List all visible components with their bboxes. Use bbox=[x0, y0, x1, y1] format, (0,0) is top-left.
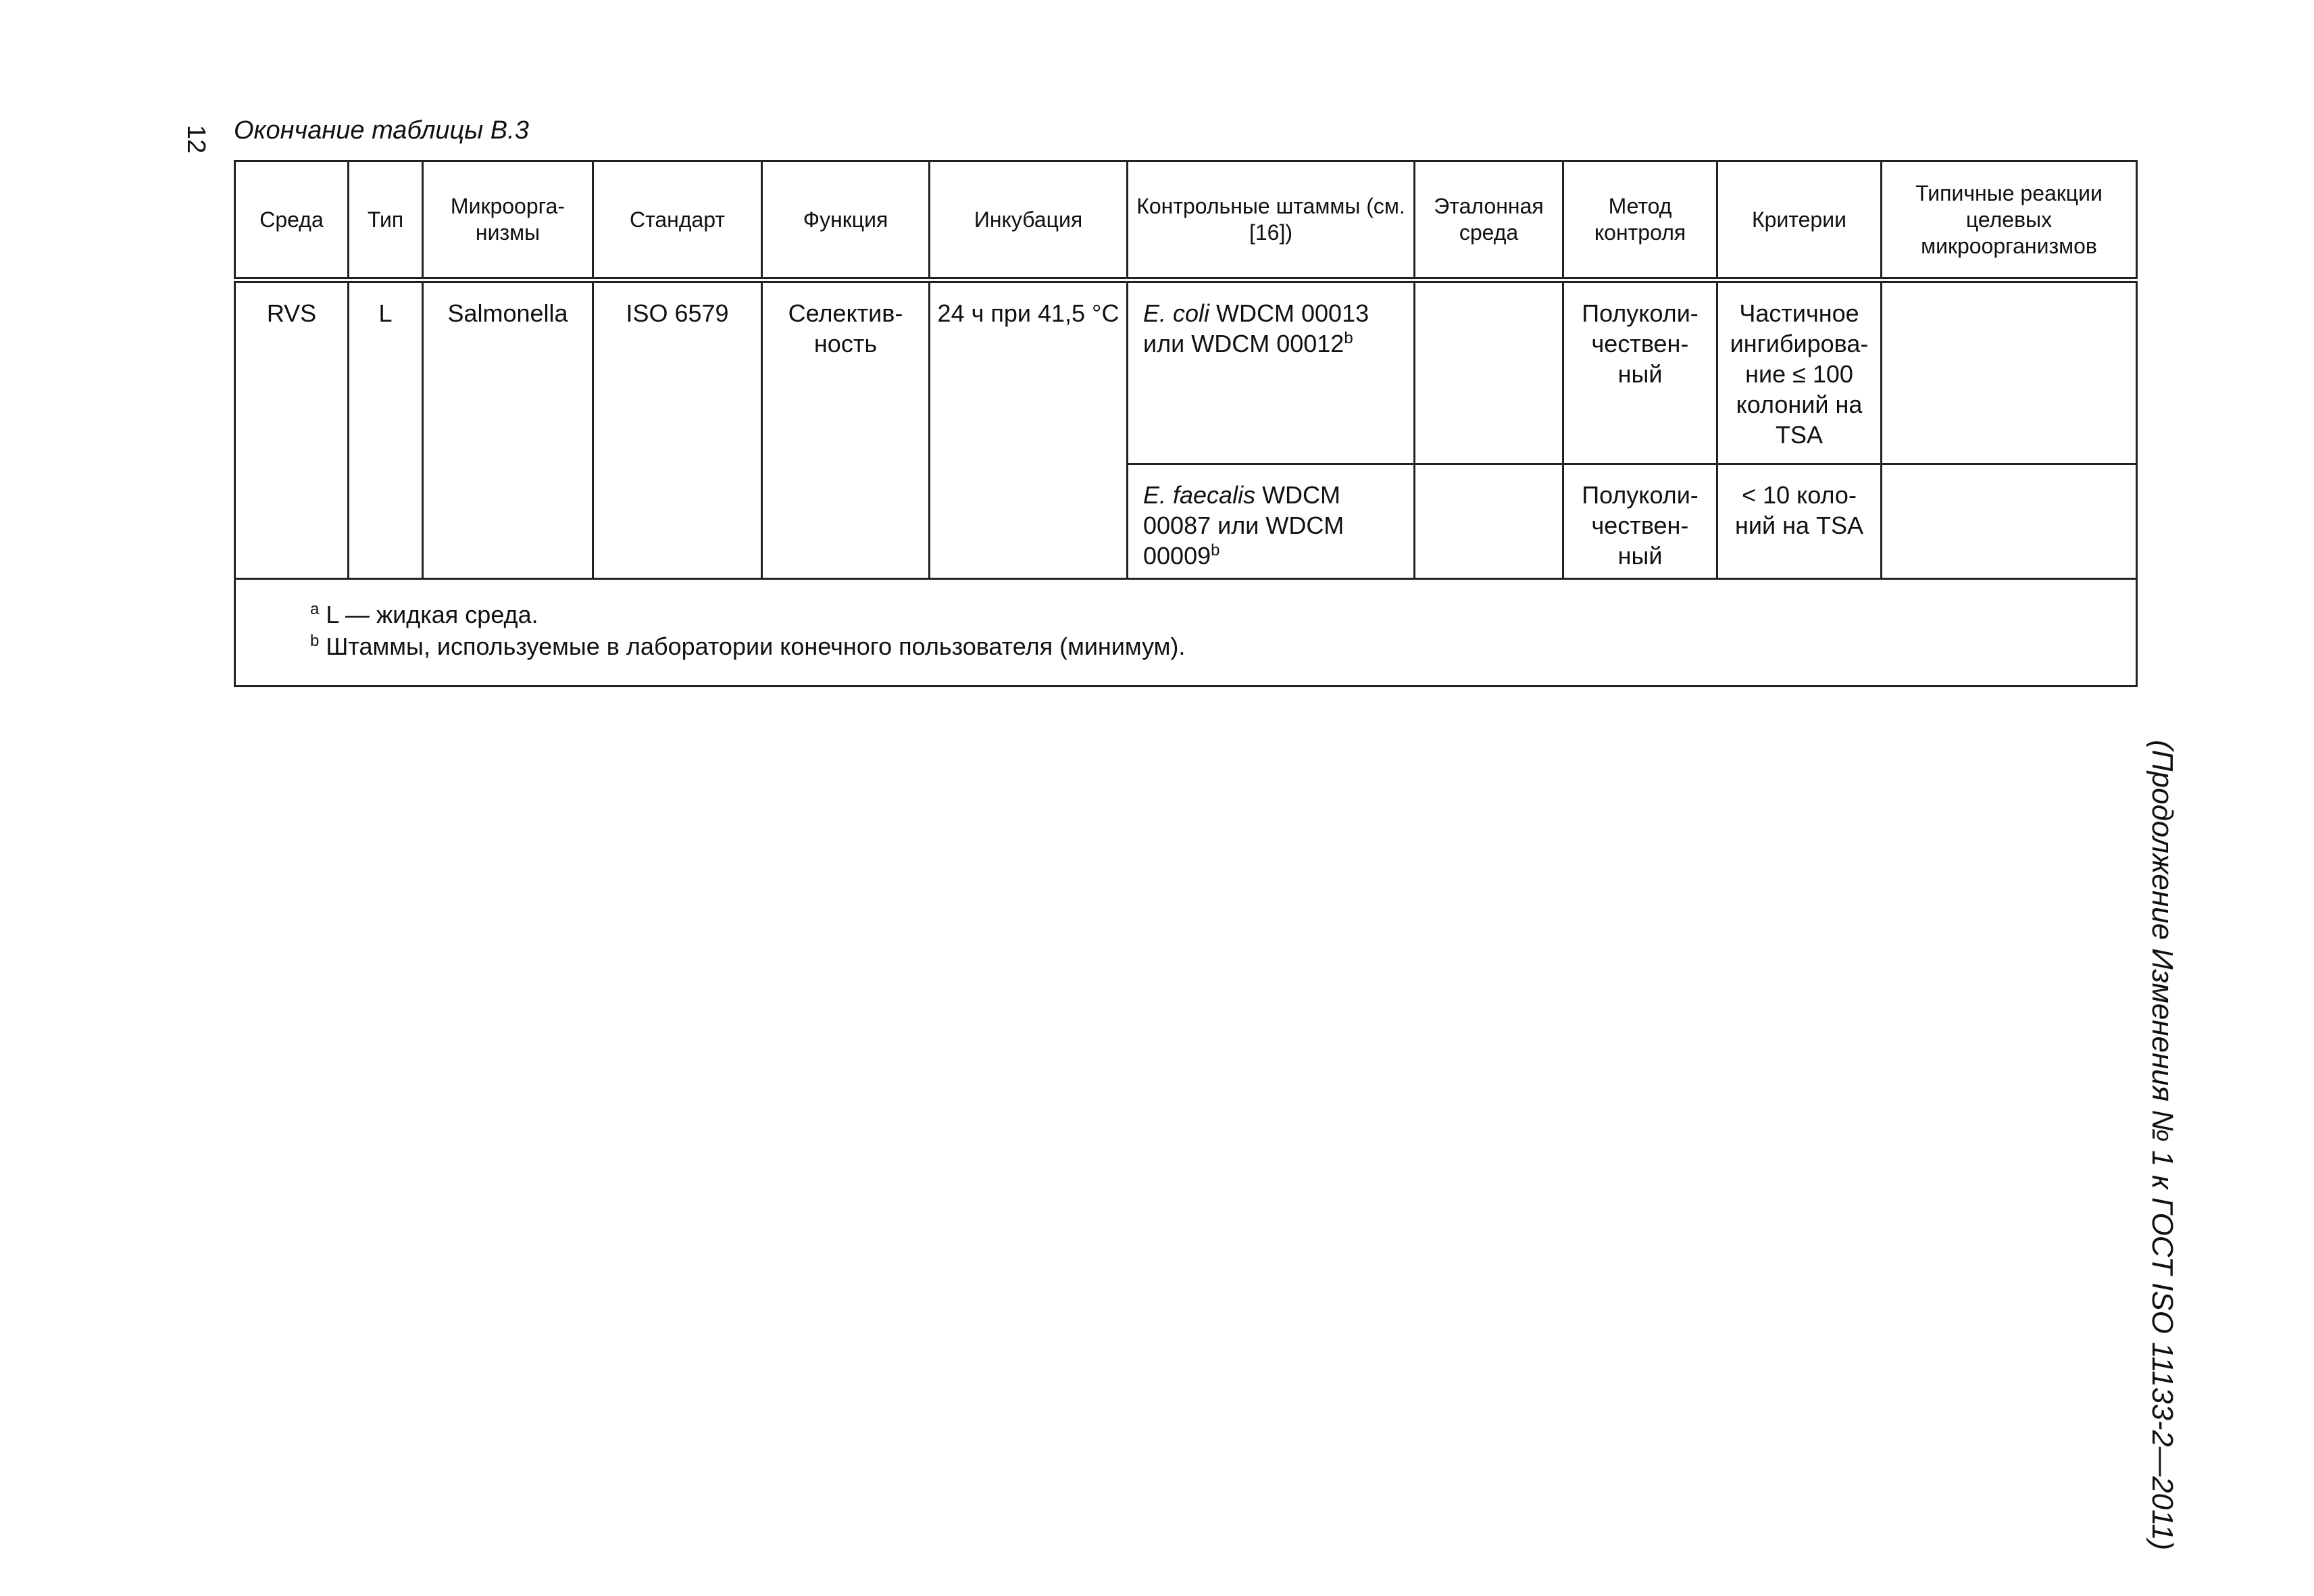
footnote-ref: b bbox=[1344, 329, 1353, 347]
note-b bbox=[310, 630, 2136, 662]
running-title-text: (Продолжение Изменения № 1 к ГОСТ ISO 11133-2—2011) bbox=[2146, 740, 2179, 1551]
header-type: Тип bbox=[349, 161, 423, 280]
cell-control-method: Полуколи-чествен-ный bbox=[1563, 464, 1717, 579]
note-mark: b bbox=[310, 632, 320, 650]
table-header bbox=[235, 161, 2137, 280]
header-reference-medium: Эталонная среда bbox=[1415, 161, 1563, 280]
table-row bbox=[235, 280, 2137, 464]
cell-criteria: Частичное ингибирова-ние ≤ 100 колоний на TSA bbox=[1717, 280, 1882, 464]
strain-species: E. faecalis bbox=[1143, 481, 1256, 509]
cell-typical-reactions bbox=[1882, 464, 2137, 579]
header-incubation: Инкубация bbox=[930, 161, 1128, 280]
table-notes bbox=[235, 579, 2137, 687]
cell-type: L bbox=[349, 280, 423, 579]
cell-reference-medium bbox=[1415, 464, 1563, 579]
table-b3 bbox=[234, 160, 2136, 687]
cell-control-strain bbox=[1128, 280, 1415, 464]
cell-function: Селектив-ность bbox=[762, 280, 930, 579]
footnote-ref: b bbox=[1211, 541, 1220, 559]
header-row bbox=[235, 161, 2137, 280]
cell-incubation: 24 ч при 41,5 °С bbox=[930, 280, 1128, 579]
cell-criteria: < 10 коло-ний на TSA bbox=[1717, 464, 1882, 579]
data-table bbox=[234, 160, 2138, 687]
cell-reference-medium bbox=[1415, 280, 1563, 464]
cell-standard: ISO 6579 bbox=[593, 280, 762, 579]
header-control-strains: Контрольные штаммы (см. [16]) bbox=[1128, 161, 1415, 280]
header-control-method: Метод контроля bbox=[1563, 161, 1717, 280]
header-microorganisms: Микроорга-низмы bbox=[423, 161, 593, 280]
header-medium: Среда bbox=[235, 161, 349, 280]
notes-row bbox=[235, 579, 2137, 687]
strain-species: E. coli bbox=[1143, 299, 1210, 327]
note-text: Штаммы, используемые в лаборатории конечного пользователя (минимум). bbox=[319, 632, 1186, 660]
strain-code: WDCM 00013 или WDCM 00012 bbox=[1143, 299, 1369, 357]
header-typical-reactions: Типичные реакции целевых микроорганизмов bbox=[1882, 161, 2137, 280]
note-a bbox=[310, 599, 2136, 630]
table-body bbox=[235, 280, 2137, 687]
header-function: Функция bbox=[762, 161, 930, 280]
header-criteria: Критерии bbox=[1717, 161, 1882, 280]
cell-typical-reactions bbox=[1882, 280, 2137, 464]
cell-control-strain bbox=[1128, 464, 1415, 579]
header-standard: Стандарт bbox=[593, 161, 762, 280]
note-text: L — жидкая среда. bbox=[319, 601, 538, 628]
page-number: 12 bbox=[182, 124, 210, 154]
cell-medium: RVS bbox=[235, 280, 349, 579]
cell-microorganism: Salmonella bbox=[423, 280, 593, 579]
table-caption: Окончание таблицы В.3 bbox=[234, 116, 529, 145]
note-mark: a bbox=[310, 600, 320, 618]
strain-code: WDCM 00087 или WDCM 00009 bbox=[1143, 481, 1344, 570]
cell-control-method: Полуколи-чествен-ный bbox=[1563, 280, 1717, 464]
